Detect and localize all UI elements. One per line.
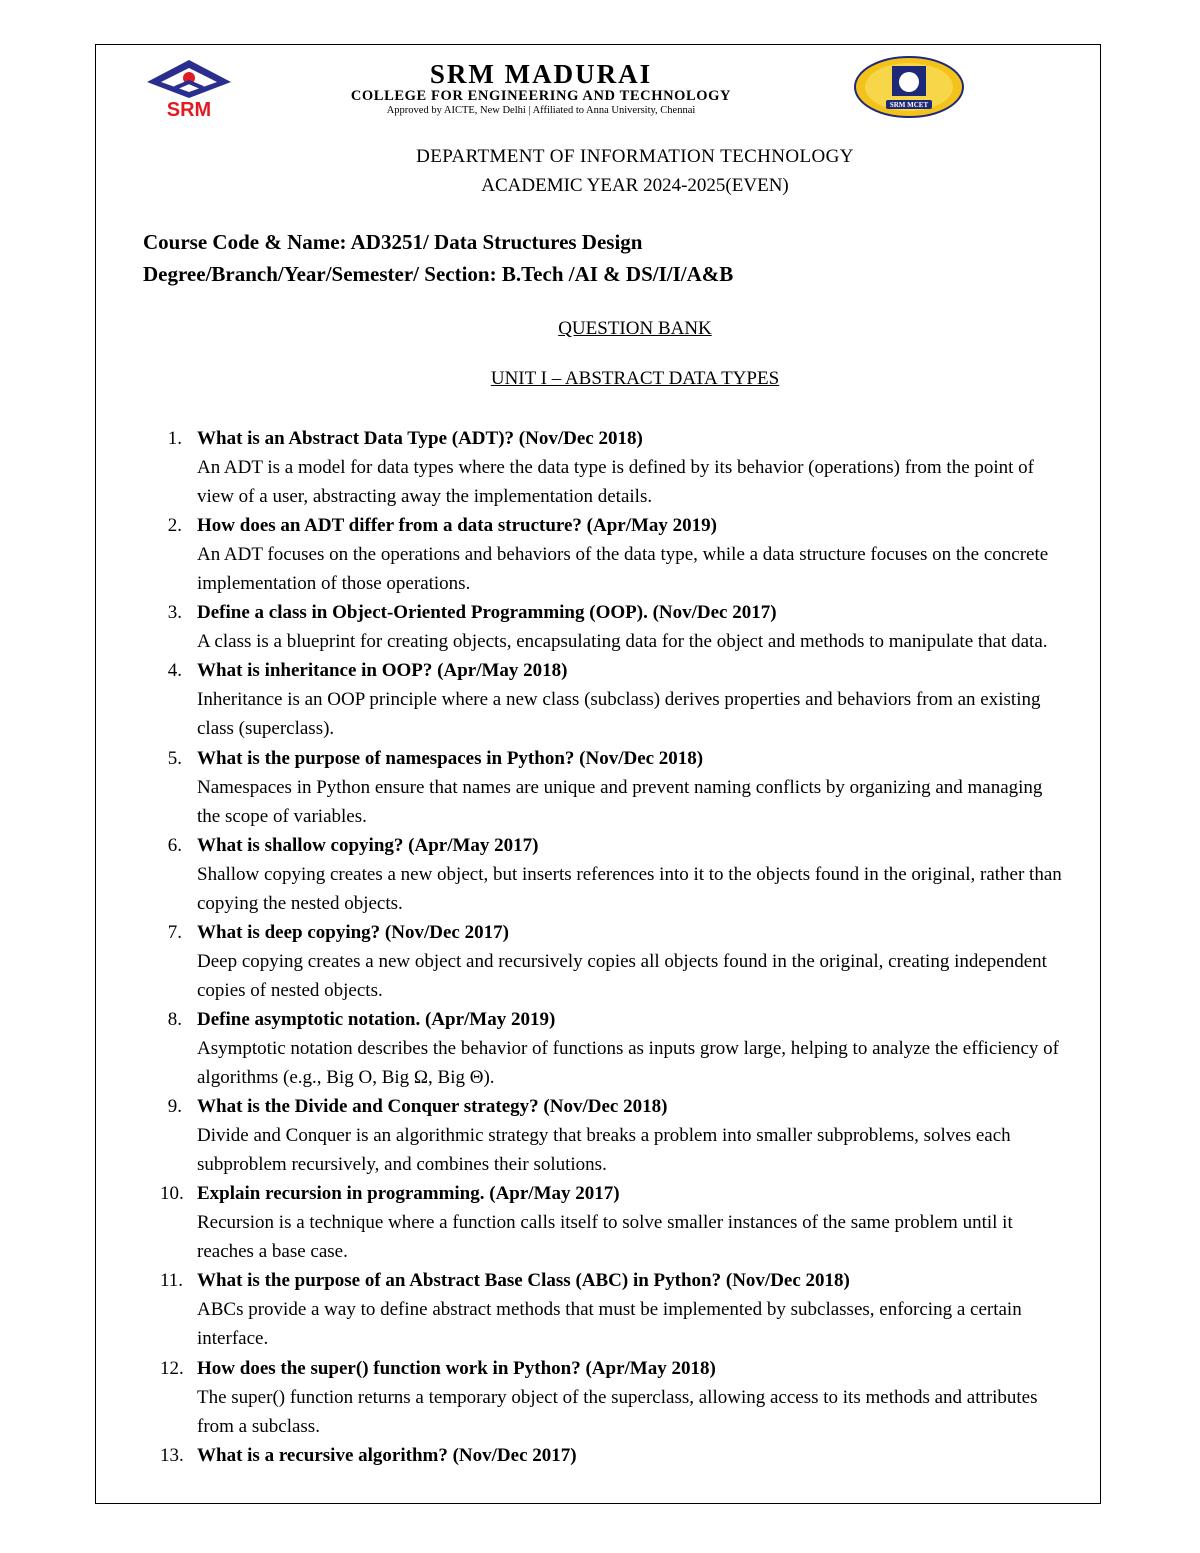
question-item [160,1266,1070,1353]
question-item [160,511,1070,598]
question-item [160,656,1070,743]
answer-text: An ADT focuses on the operations and behaviors of the data type, while a data structure focuses on the concrete implementation of those operations. [197,544,1049,595]
question-number: 4. [167,660,182,682]
question-text: What is deep copying? (Nov/Dec 2017) [197,921,509,943]
department-title: DEPARTMENT OF INFORMATION TECHNOLOGY [416,146,854,167]
question-text: Explain recursion in programming. (Apr/May 2017) [197,1183,620,1205]
question-item [160,424,1070,511]
college-header [272,60,810,117]
unit-title: UNIT I – ABSTRACT DATA TYPES [490,368,780,389]
college-affiliation: Approved by AICTE, New Delhi | Affiliated to Anna University, Chennai [386,105,696,116]
question-text: Define a class in Object-Oriented Programming (OOP). (Nov/Dec 2017) [197,602,777,624]
question-bank-title: QUESTION BANK [558,318,712,339]
answer-text: The super() function returns a temporary object of the superclass, allowing access to its methods and attributes from a subclass. [197,1386,1038,1437]
answer-text: Namespaces in Python ensure that names are unique and prevent naming conflicts by organizing and managing the scope of variables. [197,776,1043,827]
answer-text: Recursion is a technique where a function calls itself to solve smaller instances of the same problem until it reaches a base case. [197,1212,1013,1263]
answer-text: Asymptotic notation describes the behavior of functions as inputs grow large, helping to analyze the efficiency of algorithms (e.g., Big O, Big Ω, Big Θ). [197,1037,1059,1089]
answer-text: Deep copying creates a new object and recursively copies all objects found in the original, creating independent copies of nested objects. [197,950,1047,1001]
question-text: How does the super() function work in Python? (Apr/May 2018) [197,1357,716,1379]
question-text: Define asymptotic notation. (Apr/May 2019) [197,1008,556,1030]
question-item [160,1005,1070,1092]
question-number: 13. [160,1444,184,1466]
question-number: 12. [160,1357,184,1379]
question-item [160,1354,1070,1441]
question-text: What is a recursive algorithm? (Nov/Dec 2017) [197,1444,577,1466]
question-number: 5. [167,747,182,769]
academic-year: ACADEMIC YEAR 2024-2025(EVEN) [481,175,789,196]
question-text: What is shallow copying? (Apr/May 2017) [197,834,539,856]
question-item [160,598,1070,656]
question-item [160,918,1070,1005]
answer-text: Shallow copying creates a new object, but inserts references into it to the objects found in the original, rather than copying the nested objects. [197,863,1062,914]
question-number: 10. [160,1183,184,1205]
answer-text: A class is a blueprint for creating objects, encapsulating data for the object and methods to manipulate that data. [197,631,1048,653]
mcet-emblem [854,56,964,118]
svg-text:SRM: SRM [166,99,212,118]
answer-text: Divide and Conquer is an algorithmic strategy that breaks a problem into smaller subproblems, solves each subproblem recursively, and combines their solutions. [197,1125,1011,1176]
question-number: 6. [167,834,182,856]
course-code-name: Course Code & Name: AD3251/ Data Structures Design [143,230,643,254]
svg-text:SRM MCET: SRM MCET [889,101,929,109]
question-item [160,744,1070,831]
question-item [160,1441,1070,1470]
answer-text: Inheritance is an OOP principle where a new class (subclass) derives properties and behaviors from an existing class (superclass). [197,689,1041,740]
question-list [160,424,1070,1470]
question-text: What is an Abstract Data Type (ADT)? (Nov/Dec 2018) [197,428,643,449]
answer-text: An ADT is a model for data types where the data type is defined by its behavior (operations) from the point of view of a user, abstracting away the implementation details. [197,457,1035,508]
question-text: What is inheritance in OOP? (Apr/May 2018) [197,660,568,682]
question-number: 7. [167,921,182,943]
question-item [160,831,1070,918]
degree-branch: Degree/Branch/Year/Semester/ Section: B.Tech /AI & DS/I/I/A&B [143,262,734,286]
question-number: 1. [167,428,182,449]
question-number: 8. [167,1008,182,1030]
question-number: 3. [167,602,182,624]
question-text: How does an ADT differ from a data structure? (Apr/May 2019) [197,515,718,537]
srm-logo [145,58,233,118]
question-text: What is the purpose of namespaces in Python? (Nov/Dec 2018) [197,747,704,769]
question-item [160,1179,1070,1266]
question-number: 11. [160,1270,184,1292]
question-text: What is the purpose of an Abstract Base Class (ABC) in Python? (Nov/Dec 2018) [197,1270,850,1292]
college-full-name: COLLEGE FOR ENGINEERING AND TECHNOLOGY [350,88,732,104]
question-item [160,1092,1070,1179]
college-name: SRM MADURAI [429,59,653,89]
question-number: 2. [167,515,182,537]
answer-text: ABCs provide a way to define abstract methods that must be implemented by subclasses, enforcing a certain interface. [197,1299,1022,1350]
question-number: 9. [167,1096,182,1118]
question-text: What is the Divide and Conquer strategy? (Nov/Dec 2018) [197,1096,668,1118]
